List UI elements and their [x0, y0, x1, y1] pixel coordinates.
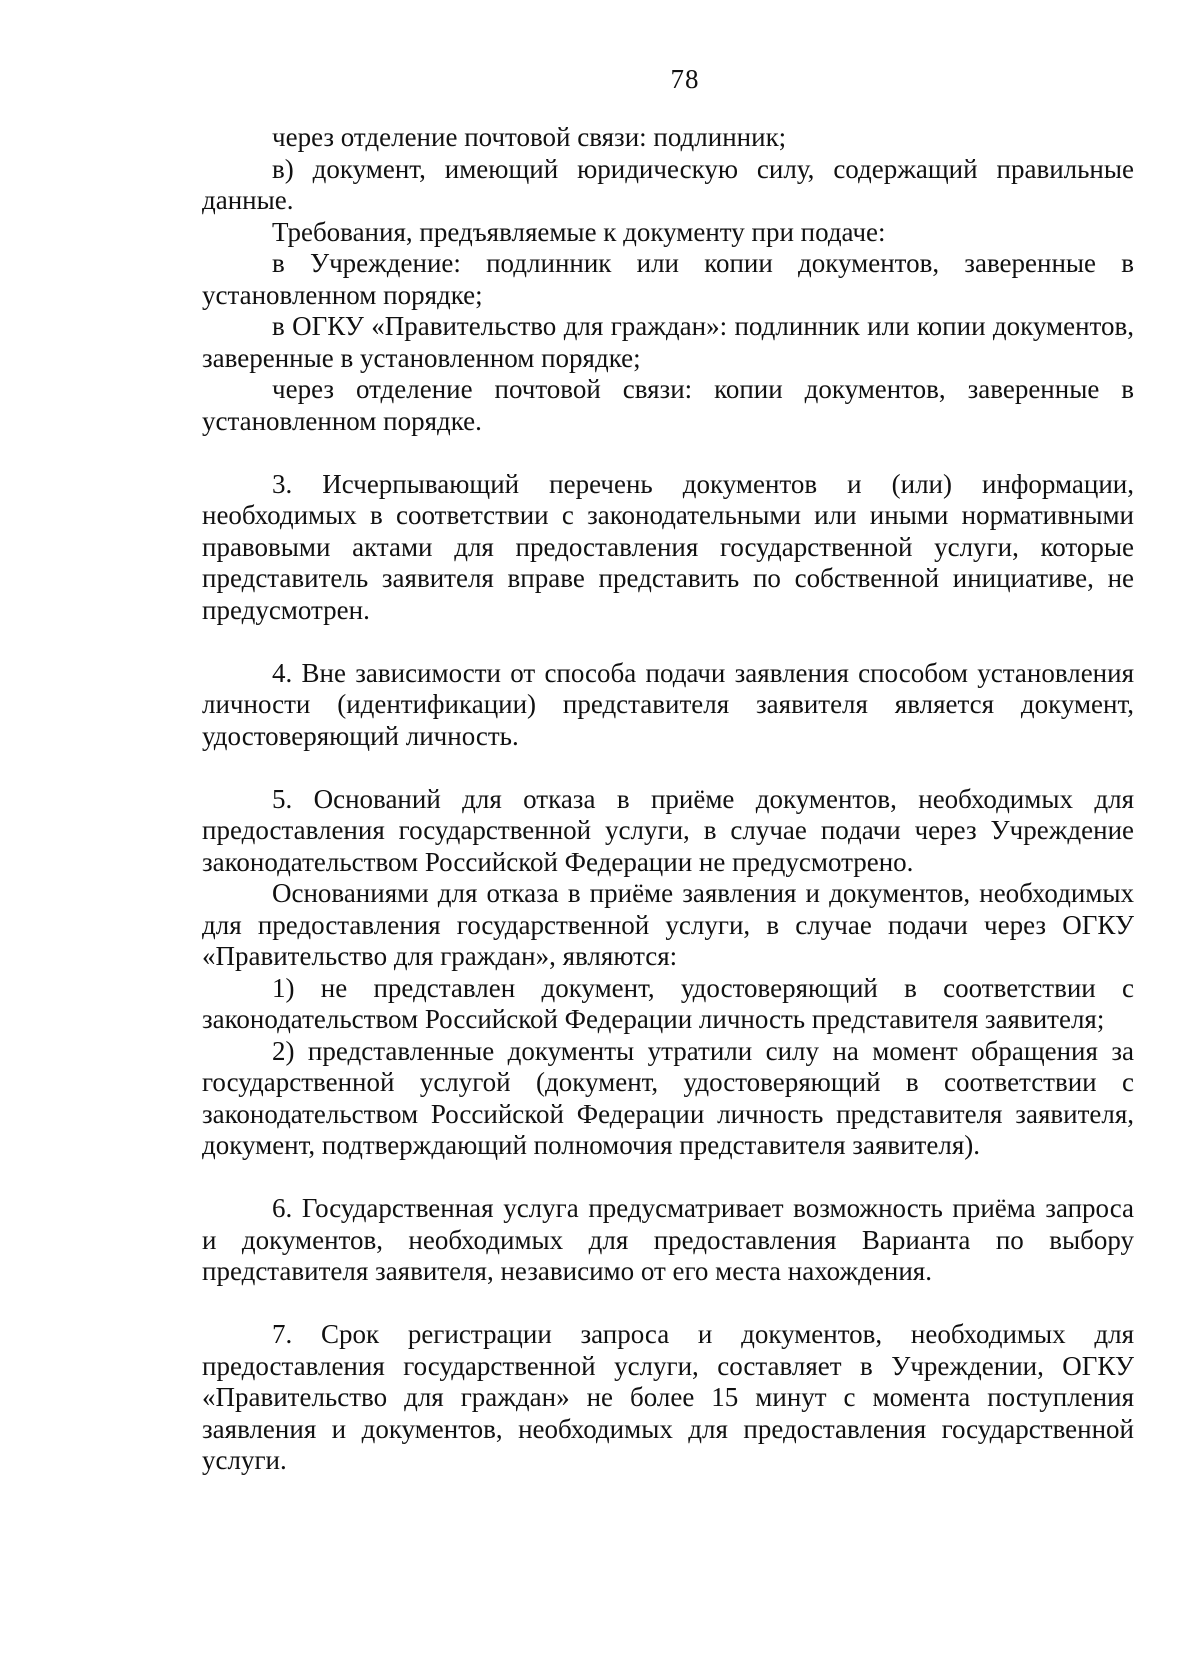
paragraph: в Учреждение: подлинник или копии документов, заверенные в установленном порядке; [202, 248, 1134, 310]
paragraph: 4. Вне зависимости от способа подачи заявления способом установления личности (идентификации) представителя заявителя является документ, удостоверяющий личность. [202, 657, 1134, 751]
paragraph-spacer [202, 1288, 1134, 1320]
paragraph: Основаниями для отказа в приёме заявления и документов, необходимых для предоставления государственной услуги, в случае подачи через ОГКУ «Правительство для граждан», являются: [202, 878, 1134, 971]
paragraph-spacer [202, 1162, 1134, 1194]
paragraph-spacer [202, 626, 1134, 658]
document-body [202, 122, 1134, 1477]
paragraph: 2) представленные документы утратили силу на момент обращения за государственной услугой (документ, удостоверяющий в соответствии с законодательством Российской Федерации личность представителя заявителя, документ, подтверждающий полномочия представителя заявителя). [202, 1035, 1134, 1160]
paragraph: через отделение почтовой связи: подлинник; [272, 122, 787, 152]
paragraph: в ОГКУ «Правительство для граждан»: подлинник или копии документов, заверенные в установленном порядке; [202, 311, 1134, 373]
paragraph-spacer [202, 752, 1134, 784]
paragraph: 3. Исчерпывающий перечень документов и (или) информации, необходимых в соответствии с законодательными или иными нормативными правовыми актами для предоставления государственной услуги, которые представитель заявителя вправе представить по собственной инициативе, не предусмотрен. [202, 468, 1134, 625]
paragraph: через отделение почтовой связи: копии документов, заверенные в установленном порядке. [202, 374, 1134, 436]
paragraph: Требования, предъявляемые к документу при подаче: [272, 216, 886, 247]
paragraph: в) документ, имеющий юридическую силу, содержащий правильные данные. [202, 153, 1134, 215]
page-number [0, 64, 1200, 95]
paragraph: 6. Государственная услуга предусматривает возможность приёма запроса и документов, необходимых для предоставления Варианта по выбору представителя заявителя, независимо от его места нахождения. [202, 1193, 1134, 1286]
paragraph: 7. Срок регистрации запроса и документов, необходимых для предоставления государственной услуги, составляет в Учреждении, ОГКУ «Правительство для граждан» не более 15 минут с момента поступления заявления и документов, необходимых для предоставления государственной услуги. [202, 1319, 1134, 1475]
paragraph: 1) не представлен документ, удостоверяющий в соответствии с законодательством Российской Федерации личность представителя заявителя; [202, 972, 1134, 1034]
paragraph: 5. Оснований для отказа в приёме документов, необходимых для предоставления государственной услуги, в случае подачи через Учреждение законодательством Российской Федерации не предусмотрено. [202, 783, 1134, 877]
page-number-text: 78 [670, 64, 700, 94]
paragraph-spacer [202, 437, 1134, 469]
